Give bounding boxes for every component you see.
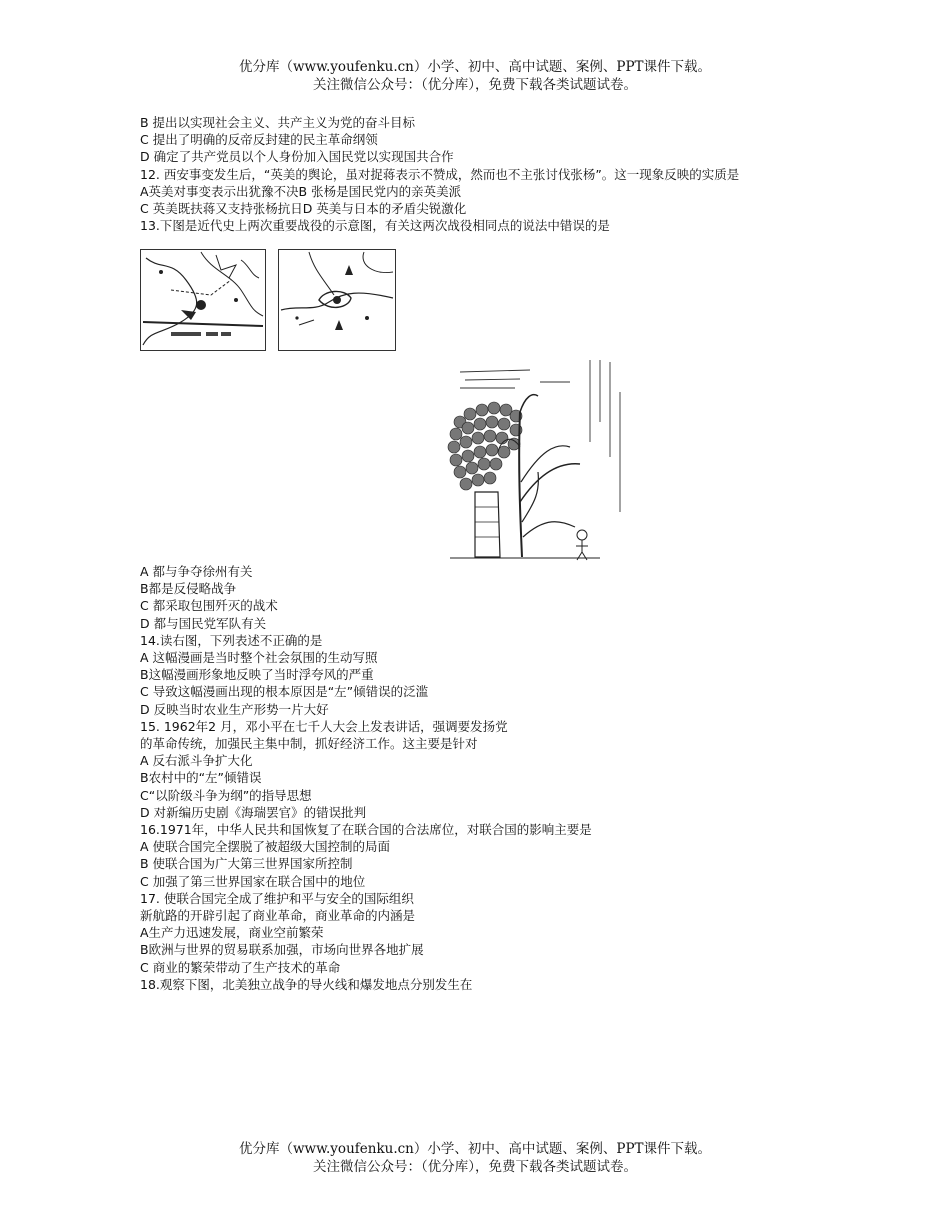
battle-map-1-drawing — [141, 250, 265, 350]
footer-line-1: 优分库（www.youfenku.cn）小学、初中、高中试题、案例、PPT课件下载。 — [238, 1141, 712, 1157]
text-line: C 加强了第三世界国家在联合国中的地位 — [140, 873, 366, 889]
question-18-stem: 18.观察下图，北美独立战争的导火线和爆发地点分别发生在 — [140, 976, 473, 992]
text-line: D 都与国民党军队有关 — [140, 615, 267, 631]
footer-line-2: 关注微信公众号：（优分库），免费下载各类试题试卷。 — [313, 1159, 637, 1175]
questions-block-1 — [140, 114, 820, 234]
question-15-stem: 15. 1962年2 月，邓小平在七千人大会上发表讲话，强调要发扬党 — [140, 718, 508, 734]
question-17-line: 17. 使联合国完全成了维护和平与安全的国际组织 — [140, 890, 414, 906]
header-line-1: 优分库（www.youfenku.cn）小学、初中、高中试题、案例、PPT课件下载。 — [238, 59, 712, 75]
text-line: D 确定了共产党员以个人身份加入国民党以实现国共合作 — [140, 149, 454, 165]
text-line: 新航路的开辟引起了商业革命，商业革命的内涵是 — [140, 908, 416, 924]
cartoon-1958-grain-illustration — [420, 352, 630, 564]
text-line: B都是反侵略战争 — [140, 581, 237, 597]
text-line: B 提出以实现社会主义、共产主义为党的奋斗目标 — [140, 115, 416, 130]
text-line: C 提出了明确的反帝反封建的民主革命纲领 — [140, 132, 378, 148]
text-line: A 使联合国完全摆脱了被超级大国控制的局面 — [140, 839, 391, 855]
cartoon-drawing — [420, 352, 630, 564]
text-line: A英美对事变表示出犹豫不决B 张杨是国民党内的亲英美派 — [140, 183, 462, 199]
text-line: C 商业的繁荣带动了生产技术的革命 — [140, 959, 341, 975]
text-line: C 都采取包围歼灭的战术 — [140, 598, 278, 614]
text-line: B 使联合国为广大第三世界国家所控制 — [140, 856, 353, 872]
text-line: D 对新编历史剧《海瑞罢官》的错误批判 — [140, 804, 367, 820]
text-line: A 反右派斗争扩大化 — [140, 753, 253, 769]
question-16-stem: 16.1971年，中华人民共和国恢复了在联合国的合法席位，对联合国的影响主要是 — [140, 822, 592, 838]
battle-map-1 — [140, 249, 266, 351]
text-line: B这幅漫画形象地反映了当时浮夸风的严重 — [140, 667, 374, 683]
text-line: D 反映当时农业生产形势一片大好 — [140, 701, 329, 717]
question-13-stem: 13.下图是近代史上两次重要战役的示意图，有关这两次战役相同点的说法中错误的是 — [140, 218, 610, 234]
battle-map-2 — [278, 249, 396, 351]
text-line: B欧洲与世界的贸易联系加强，市场向世界各地扩展 — [140, 942, 424, 958]
question-14-stem: 14.读右图，下列表述不正确的是 — [140, 632, 323, 648]
page-header — [0, 58, 950, 94]
text-line: 的革命传统，加强民主集中制，抓好经济工作。这主要是针对 — [140, 736, 478, 752]
text-line: C 英美既扶蒋又支持张杨抗日D 英美与日本的矛盾尖锐激化 — [140, 201, 467, 217]
question-12-stem: 12. 西安事变发生后，“英美的舆论，虽对捉蒋表示不赞成，然而也不主张讨伐张杨”。这一现象反映的实质是 — [140, 166, 740, 182]
page-footer — [0, 1140, 950, 1176]
text-line: A 这幅漫画是当时整个社会氛围的生动写照 — [140, 650, 378, 666]
text-line: B农村中的“左”倾错误 — [140, 770, 262, 786]
battle-map-2-drawing — [279, 250, 395, 350]
text-line: C“以阶级斗争为纲”的指导思想 — [140, 787, 312, 803]
questions-block-2 — [140, 563, 820, 993]
text-line: C 导致这幅漫画出现的根本原因是“左”倾错误的泛滥 — [140, 684, 429, 700]
text-line: A 都与争夺徐州有关 — [140, 564, 253, 579]
text-line: A生产力迅速发展，商业空前繁荣 — [140, 925, 324, 941]
header-line-2: 关注微信公众号：（优分库），免费下载各类试题试卷。 — [313, 77, 637, 93]
